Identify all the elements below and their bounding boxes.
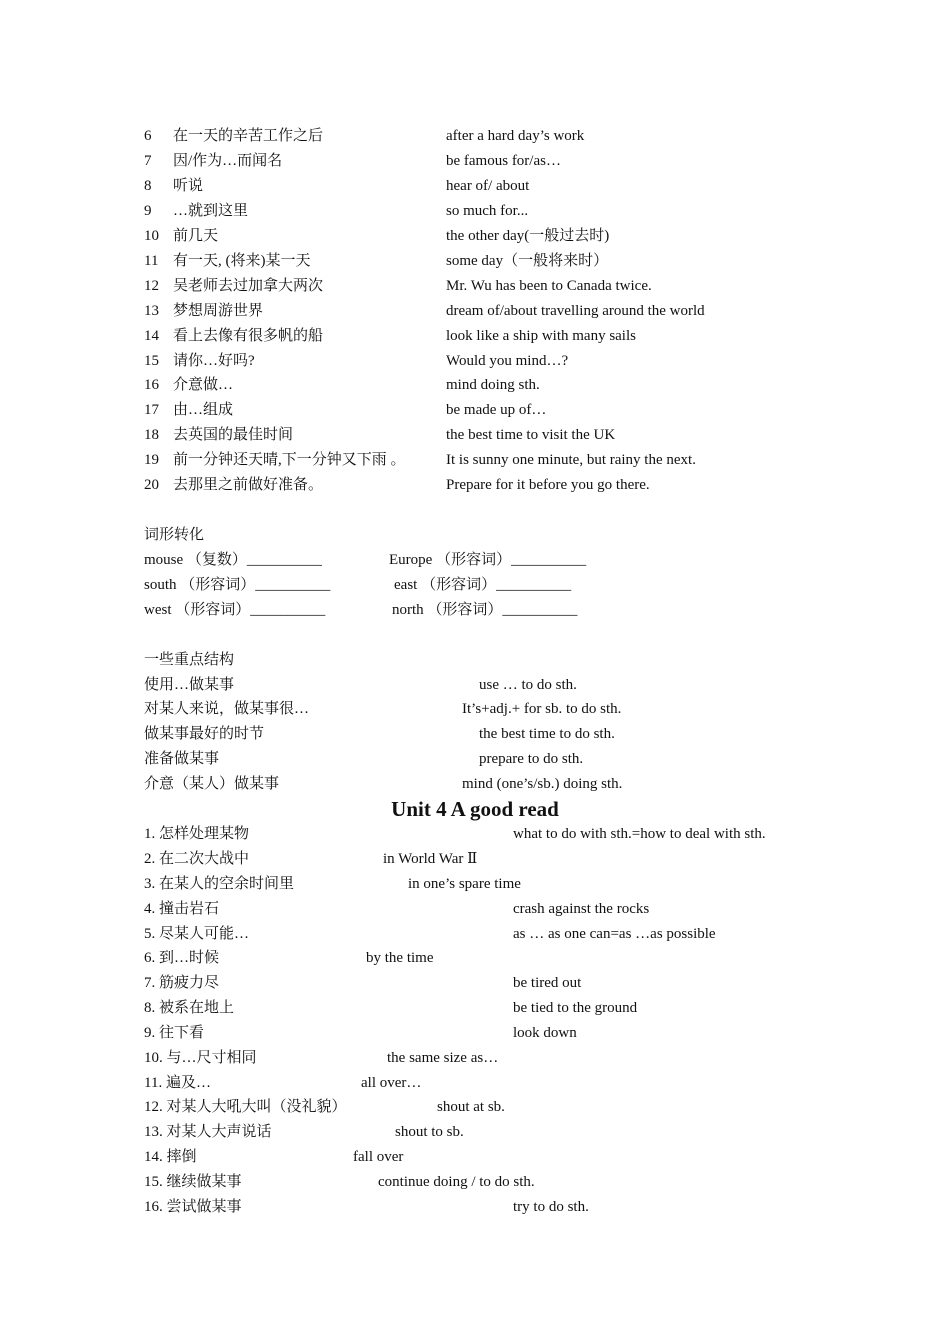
structure-chinese: 介意（某人）做某事	[144, 776, 280, 792]
unit4-english: all over…	[361, 1075, 422, 1091]
unit4-english: in one’s spare time	[408, 876, 521, 892]
word-form-item: west （形容词）__________	[144, 602, 326, 618]
structure-english: prepare to do sth.	[479, 751, 584, 767]
word-form-item: Europe （形容词）__________	[389, 552, 587, 568]
phrase-english: It is sunny one minute, but rainy the next.	[446, 452, 696, 468]
word-form-item: east （形容词）__________	[394, 577, 572, 593]
phrase-english: after a hard day’s work	[446, 128, 585, 144]
unit4-chinese: 2. 在二次大战中	[144, 851, 250, 867]
phrase-row	[0, 149, 950, 173]
phrase-row	[0, 423, 950, 447]
unit4-chinese: 9. 往下看	[144, 1025, 205, 1041]
structure-chinese: 做某事最好的时节	[144, 726, 265, 742]
phrase-english: mind doing sth.	[446, 377, 540, 393]
phrase-row	[0, 224, 950, 248]
phrase-chinese: 由…组成	[173, 402, 234, 418]
section-title: 词形转化	[144, 527, 205, 543]
unit4-chinese: 13. 对某人大声说话	[144, 1124, 272, 1140]
unit4-chinese: 15. 继续做某事	[144, 1174, 242, 1190]
phrase-row	[0, 124, 950, 148]
word-form-item: mouse （复数）__________	[144, 552, 322, 568]
phrase-english: hear of/ about	[446, 178, 530, 194]
phrase-chinese: 去英国的最佳时间	[173, 427, 294, 443]
phrase-number: 13	[144, 303, 159, 319]
phrase-english: the other day(一般过去时)	[446, 228, 610, 244]
structure-chinese: 对某人来说，做某事很…	[144, 701, 310, 717]
phrase-row	[0, 473, 950, 497]
unit4-english: continue doing / to do sth.	[378, 1174, 535, 1190]
unit4-english: be tired out	[513, 975, 582, 991]
structure-english: use … to do sth.	[479, 677, 577, 693]
phrase-number: 19	[144, 452, 159, 468]
phrase-chinese: 请你…好吗?	[173, 353, 255, 369]
structure-english: mind (one’s/sb.) doing sth.	[462, 776, 623, 792]
unit4-english: as … as one can=as …as possible	[513, 926, 716, 942]
structure-english: the best time to do sth.	[479, 726, 615, 742]
structure-english: It’s+adj.+ for sb. to do sth.	[462, 701, 622, 717]
phrase-row	[0, 174, 950, 198]
phrase-row	[0, 199, 950, 223]
phrase-chinese: 看上去像有很多帆的船	[173, 328, 324, 344]
phrase-number: 7	[144, 153, 152, 169]
phrase-chinese: 有一天, (将来)某一天	[173, 253, 311, 269]
phrase-number: 18	[144, 427, 159, 443]
unit4-chinese: 12. 对某人大吼大叫（没礼貌）	[144, 1099, 347, 1115]
phrase-number: 11	[144, 253, 159, 269]
unit4-english: be tied to the ground	[513, 1000, 638, 1016]
phrase-number: 9	[144, 203, 152, 219]
unit4-english: look down	[513, 1025, 577, 1041]
section-title: 一些重点结构	[144, 652, 235, 668]
unit4-english: try to do sth.	[513, 1199, 589, 1215]
unit4-chinese: 6. 到…时候	[144, 950, 220, 966]
phrase-chinese: 吴老师去过加拿大两次	[173, 278, 324, 294]
unit4-chinese: 14. 摔倒	[144, 1149, 197, 1165]
phrase-english: the best time to visit the UK	[446, 427, 616, 443]
word-form-item: south （形容词）__________	[144, 577, 331, 593]
phrase-chinese: 在一天的辛苦工作之后	[173, 128, 324, 144]
unit4-chinese: 10. 与…尺寸相同	[144, 1050, 257, 1066]
unit4-chinese: 5. 尽某人可能…	[144, 926, 250, 942]
phrase-row	[0, 373, 950, 397]
phrase-chinese: …就到这里	[173, 203, 249, 219]
unit-heading: Unit 4 A good read	[391, 797, 559, 821]
phrase-english: Prepare for it before you go there.	[446, 477, 650, 493]
phrase-row	[0, 349, 950, 373]
phrase-row	[0, 398, 950, 422]
unit4-english: shout at sb.	[437, 1099, 505, 1115]
phrase-number: 15	[144, 353, 159, 369]
phrase-number: 14	[144, 328, 159, 344]
phrase-chinese: 前一分钟还天晴,下一分钟又下雨 。	[173, 452, 406, 468]
phrase-number: 10	[144, 228, 159, 244]
unit4-english: in World War Ⅱ	[383, 851, 478, 867]
unit4-chinese: 16. 尝试做某事	[144, 1199, 242, 1215]
unit4-english: crash against the rocks	[513, 901, 650, 917]
unit4-english: fall over	[353, 1149, 404, 1165]
structure-chinese: 准备做某事	[144, 751, 220, 767]
phrase-chinese: 梦想周游世界	[173, 303, 264, 319]
phrase-english: so much for...	[446, 203, 529, 219]
phrase-number: 16	[144, 377, 159, 393]
unit4-chinese: 4. 撞击岩石	[144, 901, 220, 917]
unit4-english: the same size as…	[387, 1050, 499, 1066]
phrase-english: Mr. Wu has been to Canada twice.	[446, 278, 652, 294]
unit4-chinese: 7. 筋疲力尽	[144, 975, 220, 991]
phrase-chinese: 介意做…	[173, 377, 234, 393]
word-form-item: north （形容词）__________	[392, 602, 578, 618]
phrase-english: Would you mind…?	[446, 353, 569, 369]
phrase-number: 12	[144, 278, 159, 294]
unit4-chinese: 11. 遍及…	[144, 1075, 211, 1091]
unit4-english: by the time	[366, 950, 434, 966]
phrase-english: look like a ship with many sails	[446, 328, 636, 344]
phrase-number: 8	[144, 178, 152, 194]
phrase-chinese: 听说	[173, 178, 204, 194]
unit4-chinese: 8. 被系在地上	[144, 1000, 235, 1016]
phrase-chinese: 因/作为…而闻名	[173, 153, 283, 169]
unit4-english: what to do with sth.=how to deal with sth.	[513, 826, 766, 842]
phrase-chinese: 去那里之前做好准备。	[173, 477, 324, 493]
phrase-english: be famous for/as…	[446, 153, 561, 169]
phrase-english: dream of/about travelling around the world	[446, 303, 705, 319]
unit4-english: shout to sb.	[395, 1124, 464, 1140]
phrase-row	[0, 448, 950, 472]
phrase-row	[0, 324, 950, 348]
phrase-row	[0, 299, 950, 323]
phrase-number: 17	[144, 402, 159, 418]
phrase-chinese: 前几天	[173, 228, 219, 244]
unit4-chinese: 1. 怎样处理某物	[144, 826, 250, 842]
phrase-row	[0, 249, 950, 273]
phrase-number: 6	[144, 128, 152, 144]
phrase-row	[0, 274, 950, 298]
phrase-english: be made up of…	[446, 402, 547, 418]
phrase-number: 20	[144, 477, 159, 493]
structure-chinese: 使用…做某事	[144, 677, 235, 693]
unit4-chinese: 3. 在某人的空余时间里	[144, 876, 295, 892]
phrase-english: some day（一般将来时）	[446, 253, 609, 269]
